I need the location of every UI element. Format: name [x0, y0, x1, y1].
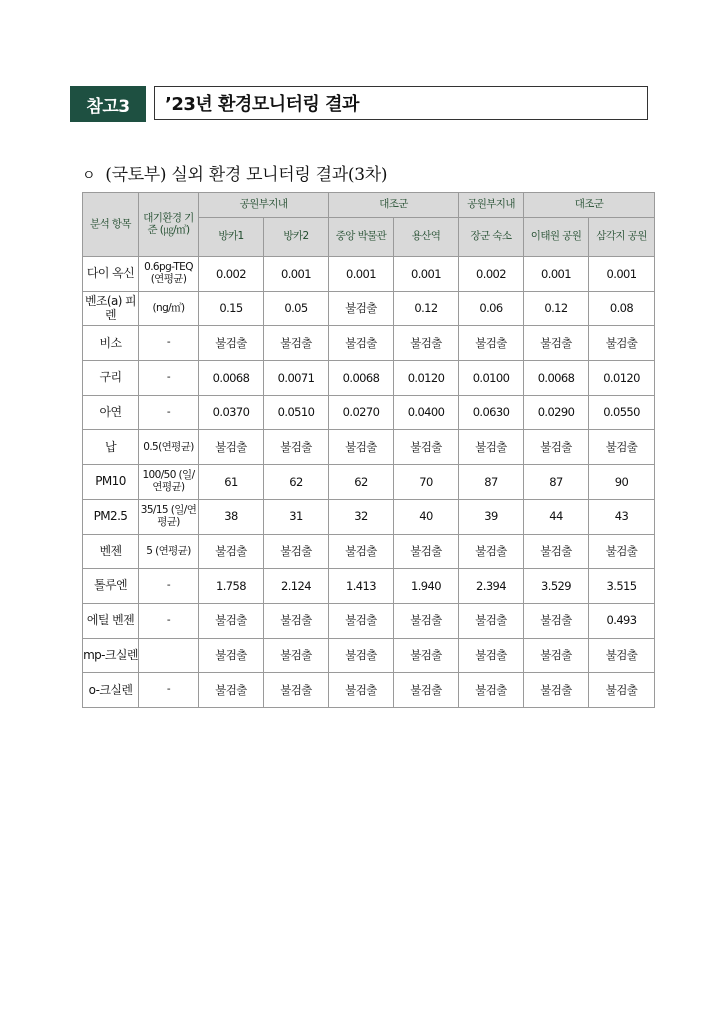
value-cell: 불검출: [199, 603, 264, 638]
value-cell: 불검출: [394, 603, 459, 638]
value-cell: 불검출: [264, 603, 329, 638]
group-header: 대조군: [329, 193, 459, 218]
table-caption: [82, 160, 387, 185]
analyte-cell: 비소: [83, 326, 139, 361]
value-cell: 불검출: [394, 638, 459, 673]
value-cell: 0.0068: [329, 361, 394, 396]
table-row: [83, 499, 655, 534]
value-cell: 불검출: [524, 603, 589, 638]
value-cell: 0.0550: [589, 395, 655, 430]
value-cell: 40: [394, 499, 459, 534]
value-cell: 불검출: [459, 326, 524, 361]
standard-cell: -: [139, 569, 199, 604]
value-cell: 불검출: [394, 326, 459, 361]
value-cell: 0.0068: [524, 361, 589, 396]
analyte-cell: mp-크실렌: [83, 638, 139, 673]
value-cell: 1.413: [329, 569, 394, 604]
value-cell: 0.0120: [589, 361, 655, 396]
value-cell: 0.0630: [459, 395, 524, 430]
table-row: [83, 638, 655, 673]
value-cell: 0.002: [199, 257, 264, 292]
analyte-cell: o-크실렌: [83, 673, 139, 708]
value-cell: 0.12: [524, 291, 589, 326]
analyte-cell: 아연: [83, 395, 139, 430]
value-cell: 불검출: [264, 326, 329, 361]
table-row: [83, 291, 655, 326]
bullet-icon: ㅇ: [82, 168, 96, 184]
value-cell: 3.529: [524, 569, 589, 604]
standard-cell: [139, 638, 199, 673]
standard-cell: -: [139, 361, 199, 396]
value-cell: 불검출: [524, 673, 589, 708]
table-row: [83, 326, 655, 361]
page-title: ’23년 환경모니터링 결과: [154, 86, 648, 120]
value-cell: 62: [329, 465, 394, 500]
site-header: 이태원 공원: [524, 218, 589, 257]
group-header: 대조군: [524, 193, 655, 218]
value-cell: 불검출: [459, 430, 524, 465]
value-cell: 불검출: [329, 534, 394, 569]
standard-cell: 0.6pg-TEQ (연평균): [139, 257, 199, 292]
table-row: [83, 430, 655, 465]
value-cell: 불검출: [394, 430, 459, 465]
site-header: 방카2: [264, 218, 329, 257]
value-cell: 불검출: [264, 673, 329, 708]
value-cell: 불검출: [459, 673, 524, 708]
value-cell: 불검출: [329, 603, 394, 638]
value-cell: 불검출: [459, 603, 524, 638]
value-cell: 불검출: [264, 638, 329, 673]
analyte-cell: 벤조(a) 피렌: [83, 291, 139, 326]
value-cell: 불검출: [589, 673, 655, 708]
standard-cell: -: [139, 603, 199, 638]
value-cell: 불검출: [459, 638, 524, 673]
analyte-cell: PM2.5: [83, 499, 139, 534]
value-cell: 70: [394, 465, 459, 500]
value-cell: 90: [589, 465, 655, 500]
column-header-item: 분석 항목: [83, 193, 139, 257]
value-cell: 87: [459, 465, 524, 500]
value-cell: 0.06: [459, 291, 524, 326]
value-cell: 불검출: [199, 430, 264, 465]
value-cell: 0.001: [329, 257, 394, 292]
value-cell: 불검출: [199, 326, 264, 361]
table-row: [83, 395, 655, 430]
value-cell: 불검출: [524, 326, 589, 361]
value-cell: 불검출: [329, 638, 394, 673]
standard-cell: (ng/㎥): [139, 291, 199, 326]
value-cell: 불검출: [199, 673, 264, 708]
table-row: [83, 673, 655, 708]
table-row: [83, 361, 655, 396]
table-row: [83, 534, 655, 569]
standard-cell: -: [139, 326, 199, 361]
site-header: 삼각지 공원: [589, 218, 655, 257]
value-cell: 87: [524, 465, 589, 500]
value-cell: 0.001: [524, 257, 589, 292]
caption-text: (국토부) 실외 환경 모니터링 결과(3차): [105, 165, 388, 185]
value-cell: 1.940: [394, 569, 459, 604]
value-cell: 불검출: [524, 638, 589, 673]
standard-cell: 5 (연평균): [139, 534, 199, 569]
value-cell: 0.12: [394, 291, 459, 326]
value-cell: 0.05: [264, 291, 329, 326]
value-cell: 불검출: [589, 430, 655, 465]
value-cell: 0.0370: [199, 395, 264, 430]
analyte-cell: 에틸 벤젠: [83, 603, 139, 638]
table-row: [83, 257, 655, 292]
value-cell: 0.0071: [264, 361, 329, 396]
value-cell: 0.493: [589, 603, 655, 638]
value-cell: 불검출: [199, 638, 264, 673]
value-cell: 불검출: [589, 638, 655, 673]
site-header: 중앙 박물관: [329, 218, 394, 257]
value-cell: 0.002: [459, 257, 524, 292]
value-cell: 0.0290: [524, 395, 589, 430]
value-cell: 불검출: [199, 534, 264, 569]
value-cell: 0.08: [589, 291, 655, 326]
standard-cell: 100/50 (일/연평균): [139, 465, 199, 500]
value-cell: 불검출: [329, 430, 394, 465]
value-cell: 불검출: [589, 534, 655, 569]
value-cell: 0.0100: [459, 361, 524, 396]
section-header: [70, 86, 650, 122]
analyte-cell: PM10: [83, 465, 139, 500]
value-cell: 불검출: [264, 534, 329, 569]
group-header: 공원부지내: [199, 193, 329, 218]
value-cell: 0.001: [394, 257, 459, 292]
column-header-standard: 대기환경 기준 (㎍/㎥): [139, 193, 199, 257]
site-header: 용산역: [394, 218, 459, 257]
value-cell: 1.758: [199, 569, 264, 604]
value-cell: 불검출: [329, 291, 394, 326]
table-body: [83, 257, 655, 708]
value-cell: 39: [459, 499, 524, 534]
value-cell: 31: [264, 499, 329, 534]
group-header: 공원부지내: [459, 193, 524, 218]
value-cell: 32: [329, 499, 394, 534]
value-cell: 불검출: [329, 326, 394, 361]
value-cell: 43: [589, 499, 655, 534]
value-cell: 0.0400: [394, 395, 459, 430]
value-cell: 2.394: [459, 569, 524, 604]
value-cell: 0.001: [264, 257, 329, 292]
value-cell: 불검출: [394, 673, 459, 708]
site-header: 방카1: [199, 218, 264, 257]
value-cell: 0.0120: [394, 361, 459, 396]
site-header: 장군 숙소: [459, 218, 524, 257]
table-row: [83, 465, 655, 500]
value-cell: 0.0068: [199, 361, 264, 396]
value-cell: 불검출: [459, 534, 524, 569]
analyte-cell: 톨루엔: [83, 569, 139, 604]
value-cell: 0.0510: [264, 395, 329, 430]
standard-cell: -: [139, 395, 199, 430]
value-cell: 38: [199, 499, 264, 534]
value-cell: 0.0270: [329, 395, 394, 430]
standard-cell: 35/15 (일/연평균): [139, 499, 199, 534]
value-cell: 0.15: [199, 291, 264, 326]
value-cell: 61: [199, 465, 264, 500]
value-cell: 불검출: [329, 673, 394, 708]
value-cell: 62: [264, 465, 329, 500]
value-cell: 불검출: [524, 534, 589, 569]
monitoring-results-table: [82, 192, 655, 708]
table-row: [83, 603, 655, 638]
value-cell: 44: [524, 499, 589, 534]
value-cell: 2.124: [264, 569, 329, 604]
standard-cell: 0.5(연평균): [139, 430, 199, 465]
table-row: [83, 569, 655, 604]
value-cell: 불검출: [524, 430, 589, 465]
value-cell: 3.515: [589, 569, 655, 604]
reference-badge: 참고3: [70, 86, 146, 122]
analyte-cell: 납: [83, 430, 139, 465]
analyte-cell: 벤젠: [83, 534, 139, 569]
value-cell: 불검출: [264, 430, 329, 465]
analyte-cell: 다이 옥신: [83, 257, 139, 292]
value-cell: 0.001: [589, 257, 655, 292]
value-cell: 불검출: [589, 326, 655, 361]
value-cell: 불검출: [394, 534, 459, 569]
standard-cell: -: [139, 673, 199, 708]
analyte-cell: 구리: [83, 361, 139, 396]
